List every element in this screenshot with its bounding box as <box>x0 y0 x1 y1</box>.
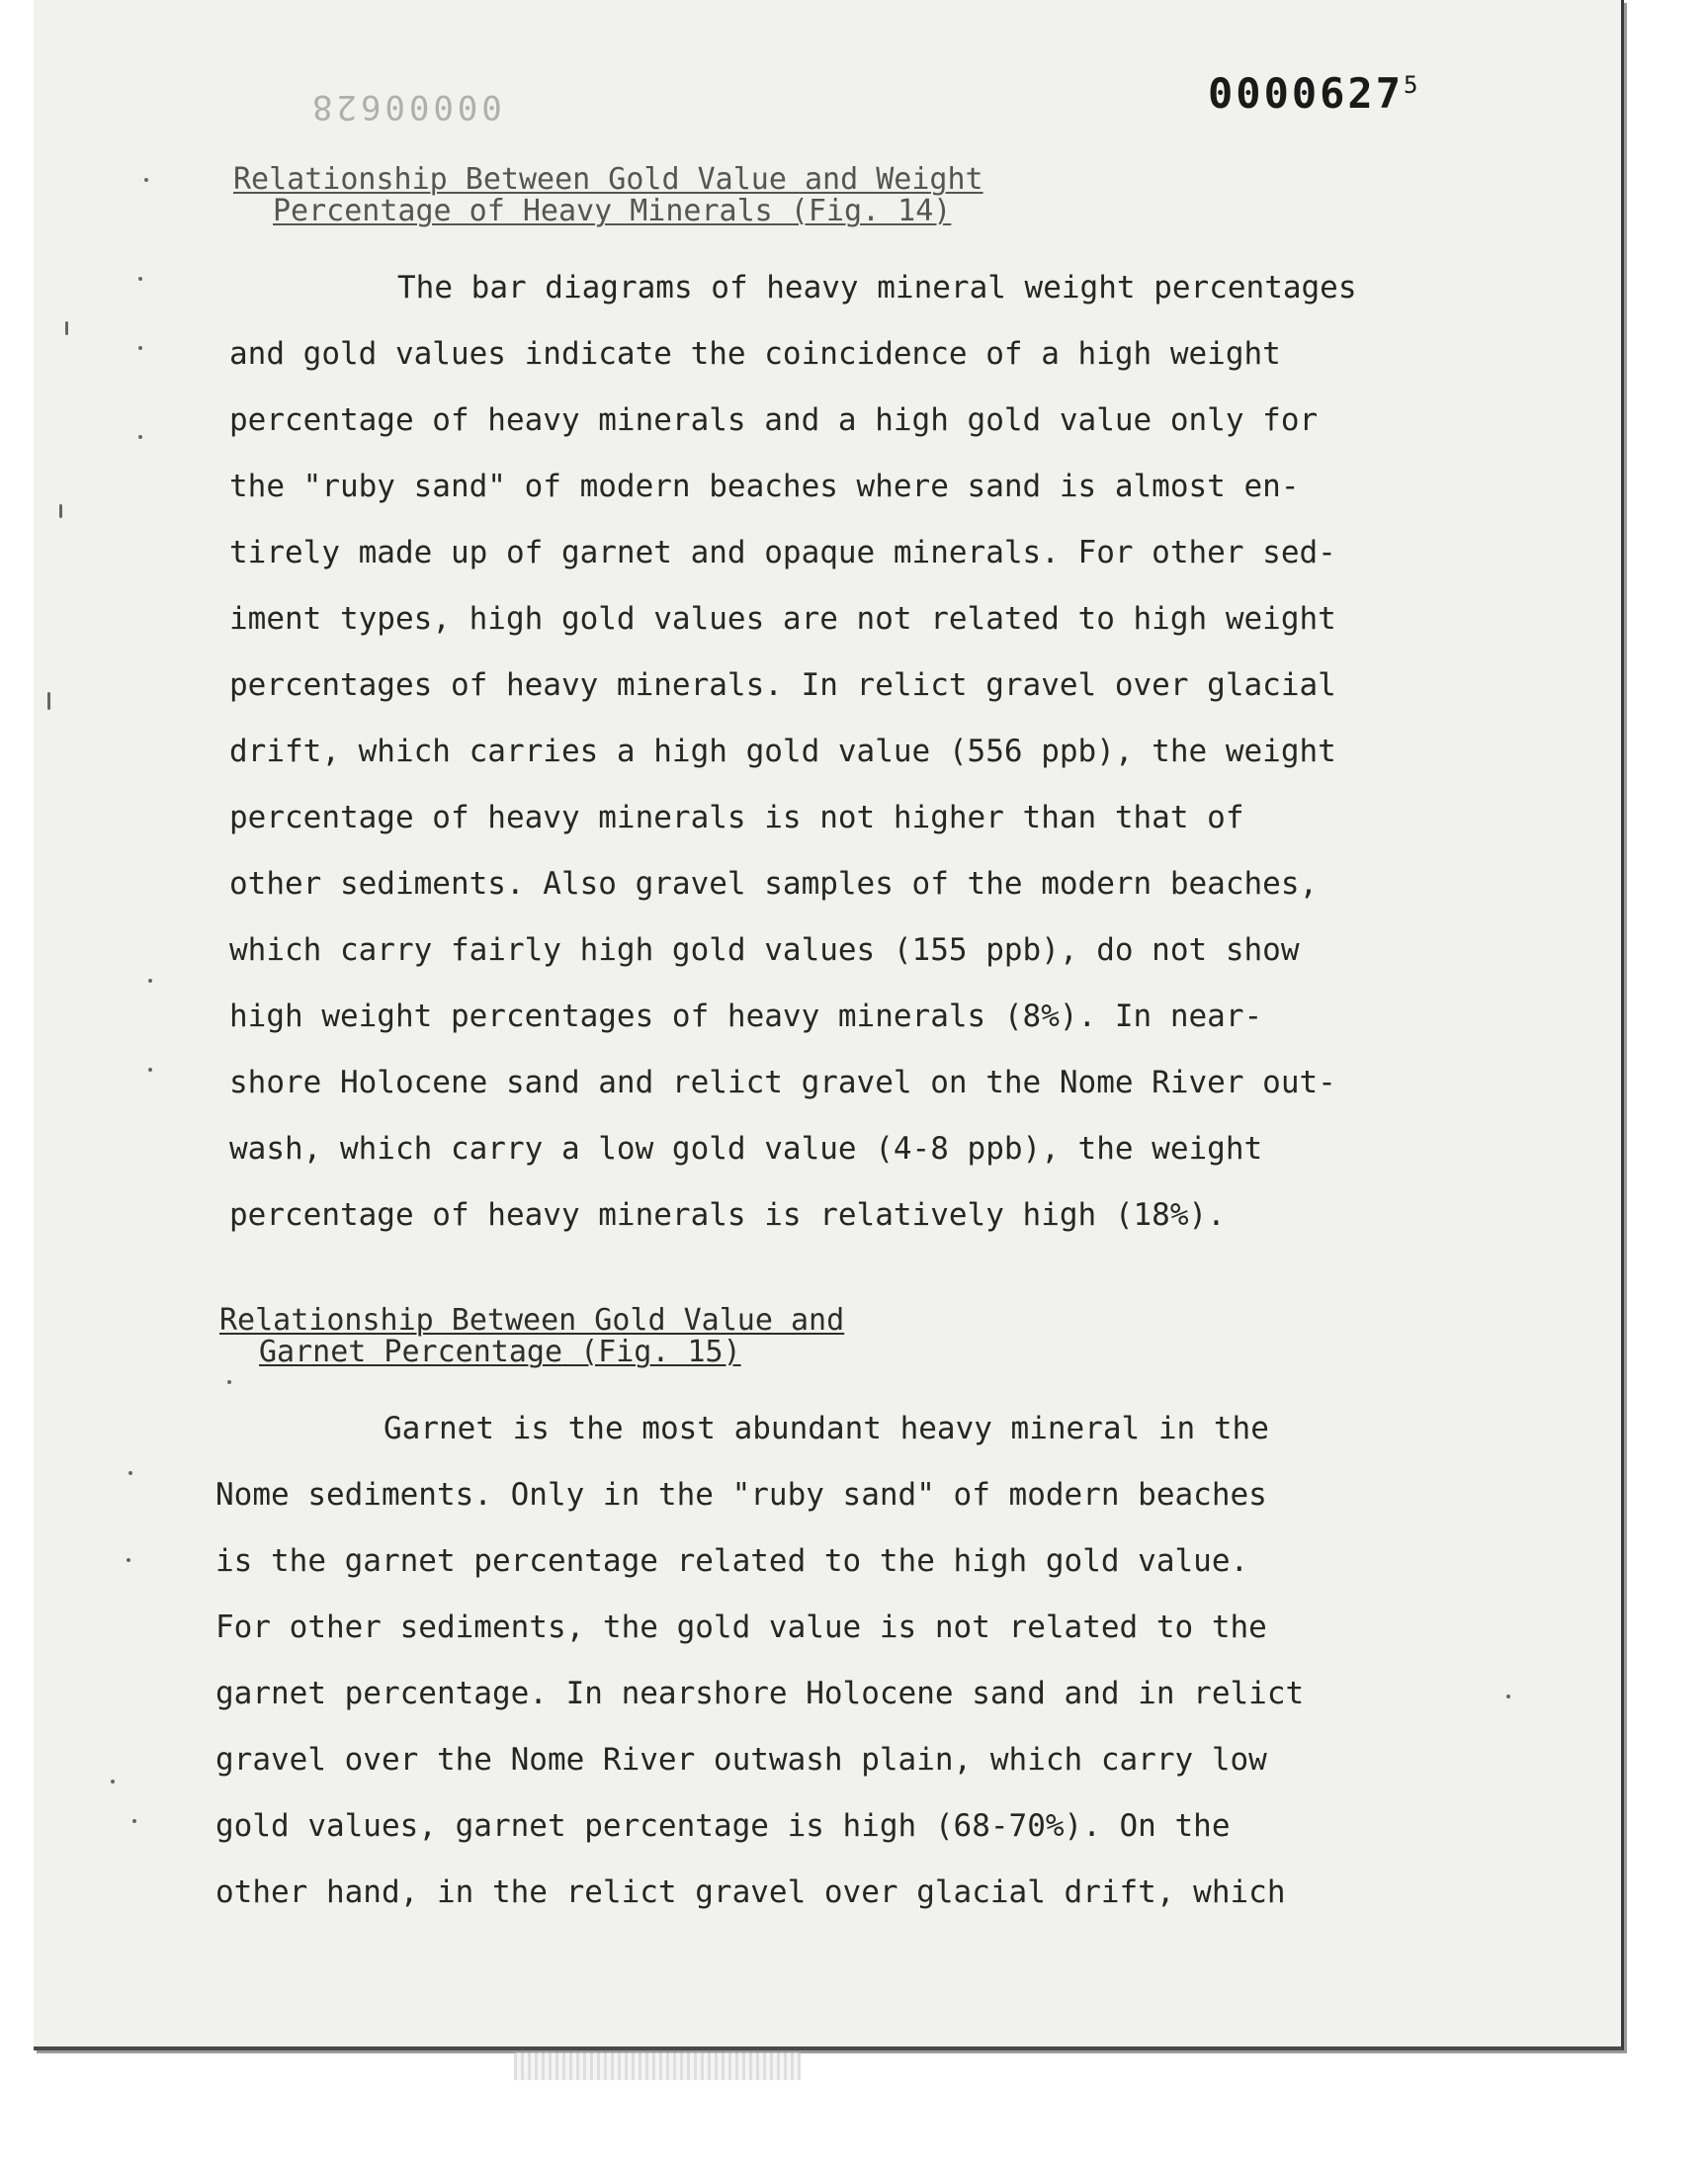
page-number <box>1208 69 1417 118</box>
section2-heading-line2: Garnet Percentage (Fig. 15) <box>259 1335 741 1369</box>
margin-speck <box>47 692 50 710</box>
paragraph-line: iment types, high gold values are not related to high weight <box>229 601 1336 637</box>
margin-speck <box>148 979 152 983</box>
paragraph-line: and gold values indicate the coincidence of a high weight <box>229 336 1281 372</box>
margin-speck <box>65 321 68 335</box>
margin-speck <box>148 1068 152 1072</box>
bleed-through-stamp: 00000628 <box>308 87 502 127</box>
paragraph-line: the "ruby sand" of modern beaches where sand is almost en- <box>229 469 1300 504</box>
paragraph-line: other hand, in the relict gravel over glacial drift, which <box>215 1874 1286 1910</box>
paragraph-line: which carry fairly high gold values (155 ppb), do not show <box>229 932 1300 968</box>
page-number-main: 000062 <box>1208 69 1376 118</box>
margin-speck <box>128 1471 132 1475</box>
paragraph-line: Garnet is the most abundant heavy mineral in the <box>384 1411 1269 1446</box>
paragraph-line: garnet percentage. In nearshore Holocene sand and in relict <box>215 1676 1305 1711</box>
paragraph-line: percentages of heavy minerals. In relict gravel over glacial <box>229 667 1336 703</box>
margin-speck <box>144 178 148 182</box>
section1-heading <box>233 164 983 227</box>
scan-artifact-strip <box>514 2052 801 2080</box>
paragraph-line: tirely made up of garnet and opaque minerals. For other sed- <box>229 535 1336 570</box>
section1-paragraph <box>229 255 1357 1249</box>
paragraph-line: drift, which carries a high gold value (556 ppb), the weight <box>229 734 1336 769</box>
page-number-digit: 7 <box>1375 69 1405 118</box>
margin-speck <box>1506 1695 1510 1698</box>
margin-speck <box>127 1558 130 1562</box>
section1-heading-line1: Relationship Between Gold Value and Weight <box>233 162 983 197</box>
paragraph-line: is the garnet percentage related to the high gold value. <box>215 1543 1249 1579</box>
margin-speck <box>138 346 142 350</box>
margin-speck <box>111 1780 115 1784</box>
paragraph-line: The bar diagrams of heavy mineral weight percentages <box>397 270 1357 305</box>
paragraph-line: gravel over the Nome River outwash plain, which carry low <box>215 1742 1267 1778</box>
paragraph-line: wash, which carry a low gold value (4-8 ppb), the weight <box>229 1131 1263 1167</box>
paragraph-line: For other sediments, the gold value is not related to the <box>215 1610 1267 1645</box>
margin-speck <box>59 504 62 518</box>
paragraph-line: percentage of heavy minerals is relatively high (18%). <box>229 1197 1226 1233</box>
margin-speck <box>227 1380 231 1384</box>
margin-speck <box>138 277 142 281</box>
paragraph-line: other sediments. Also gravel samples of the modern beaches, <box>229 866 1319 902</box>
section2-heading-line1: Relationship Between Gold Value and <box>219 1303 845 1338</box>
margin-speck <box>138 435 142 439</box>
paragraph-line: shore Holocene sand and relict gravel on the Nome River out- <box>229 1065 1336 1100</box>
paragraph-line: Nome sediments. Only in the "ruby sand" of modern beaches <box>215 1477 1267 1513</box>
section1-heading-line2: Percentage of Heavy Minerals (Fig. 14) <box>273 194 952 228</box>
paragraph-line: high weight percentages of heavy minerals (8%). In near- <box>229 999 1263 1034</box>
paragraph-line: gold values, garnet percentage is high (68-70%). On the <box>215 1808 1231 1844</box>
page-number-suffix: 5 <box>1404 71 1418 99</box>
section2-paragraph <box>215 1396 1304 1926</box>
margin-speck <box>132 1819 136 1823</box>
paragraph-line: percentage of heavy minerals and a high gold value only for <box>229 402 1319 438</box>
paragraph-line: percentage of heavy minerals is not higher than that of <box>229 800 1244 835</box>
section2-heading <box>219 1305 844 1368</box>
